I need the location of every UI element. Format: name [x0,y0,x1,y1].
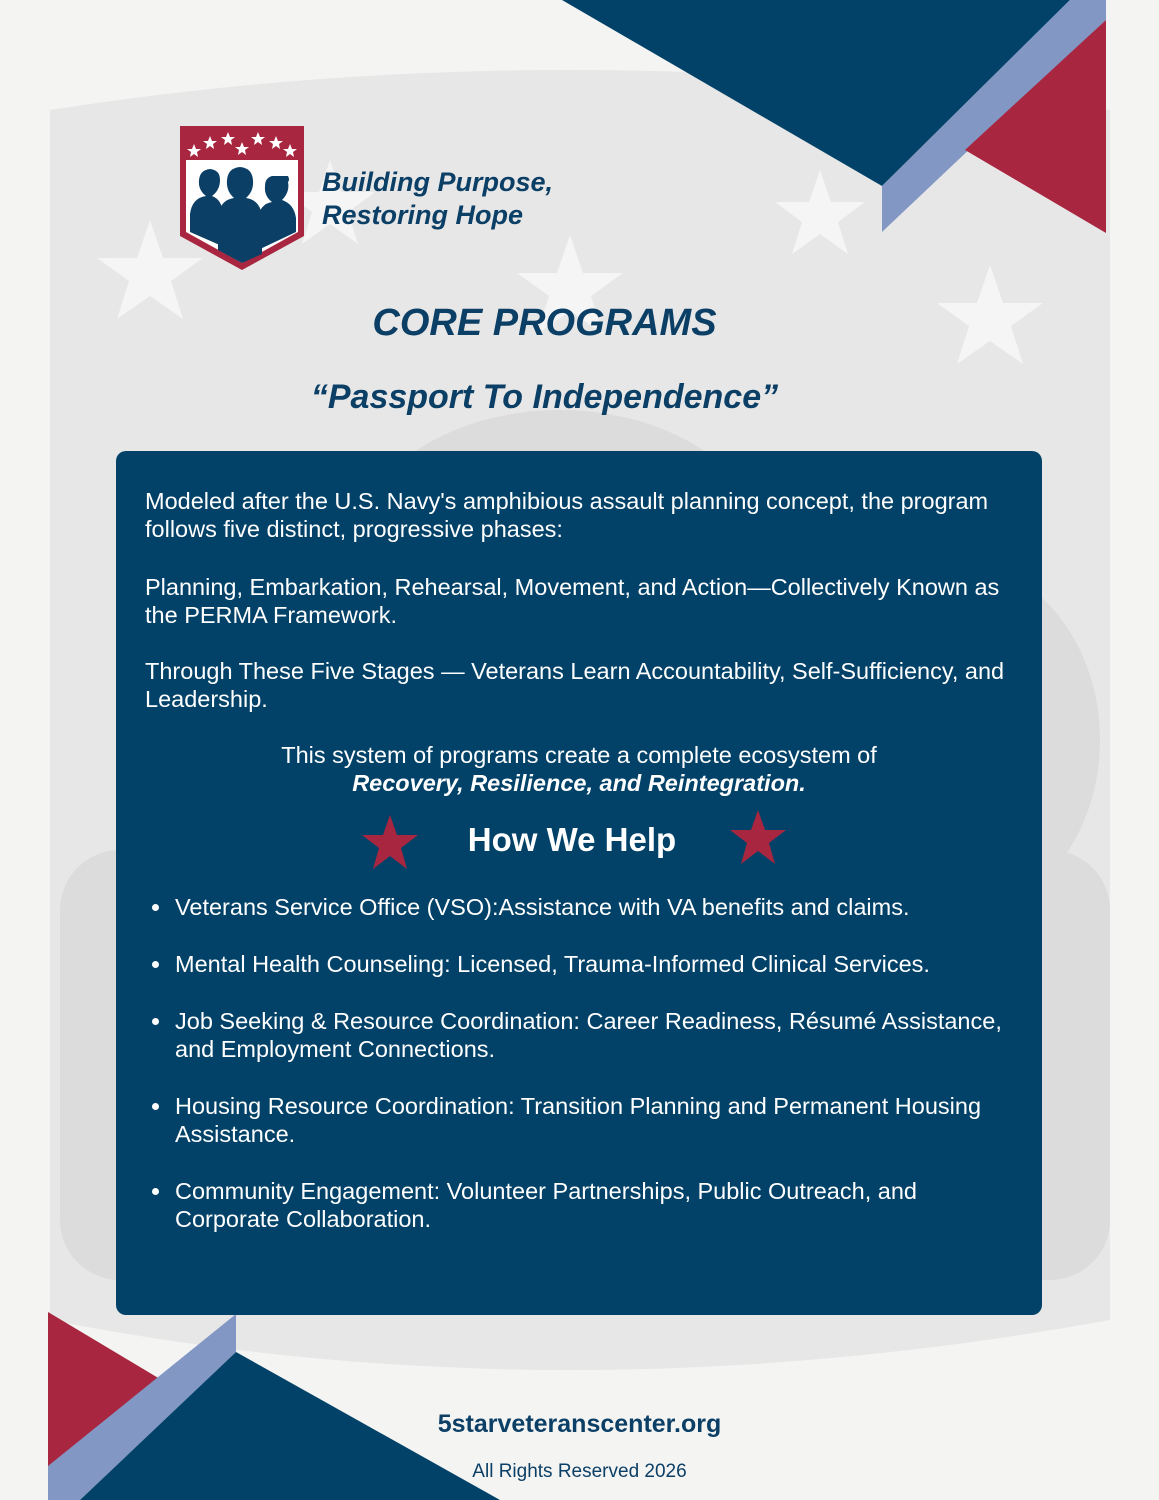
ecosystem-emphasis: Recovery, Resilience, and Reintegration. [352,770,806,796]
copyright-text: All Rights Reserved 2026 [472,1461,687,1482]
star-icon [728,808,788,868]
list-item [175,950,1025,978]
how-we-help-header [116,807,1042,877]
tagline-line-2: Restoring Hope [322,200,524,230]
programs-panel [116,451,1042,1315]
perma-paragraph: Planning, Embarkation, Rehearsal, Movement, and Action—Collectively Known as the PERMA Framework. [145,574,1000,628]
tagline [322,166,553,232]
list-item [175,1177,1025,1233]
ecosystem-text: This system of programs create a complete ecosystem of [281,742,877,768]
website-link[interactable]: 5starveteranscenter.org [437,1410,722,1438]
page-subtitle: “Passport To Independence” [310,378,779,416]
list-item [175,1092,1025,1148]
bullet-icon [152,1103,159,1110]
list-item-text: Veterans Service Office (VSO):Assistance with VA benefits and claims. [175,894,910,920]
bullet-icon [152,1188,159,1195]
list-item-text: Mental Health Counseling: Licensed, Trauma-Informed Clinical Services. [175,951,930,977]
list-item [175,1007,1025,1063]
ecosystem-paragraph [116,741,1042,797]
tagline-line-1: Building Purpose, [322,167,554,197]
intro-paragraph: Modeled after the U.S. Navy's amphibious assault planning concept, the program follows five distinct, progressive phases: [145,488,989,542]
bullet-icon [152,961,159,968]
list-item-text: Housing Resource Coordination: Transition Planning and Permanent Housing Assistance. [175,1093,982,1147]
page-title: CORE PROGRAMS [372,302,717,344]
stages-paragraph: Through These Five Stages — Veterans Learn Accountability, Self-Sufficiency, and Leadership. [145,658,1005,712]
list-item-text: Job Seeking & Resource Coordination: Career Readiness, Résumé Assistance, and Employment Connections. [175,1008,1002,1062]
list-item [175,893,1025,921]
list-item-text: Community Engagement: Volunteer Partnerships, Public Outreach, and Corporate Collaboration. [175,1178,917,1232]
help-list [175,893,1025,1262]
bullet-icon [152,1018,159,1025]
bullet-icon [152,904,159,911]
veterans-shield-logo [176,124,308,272]
how-we-help-title: How We Help [467,821,677,858]
